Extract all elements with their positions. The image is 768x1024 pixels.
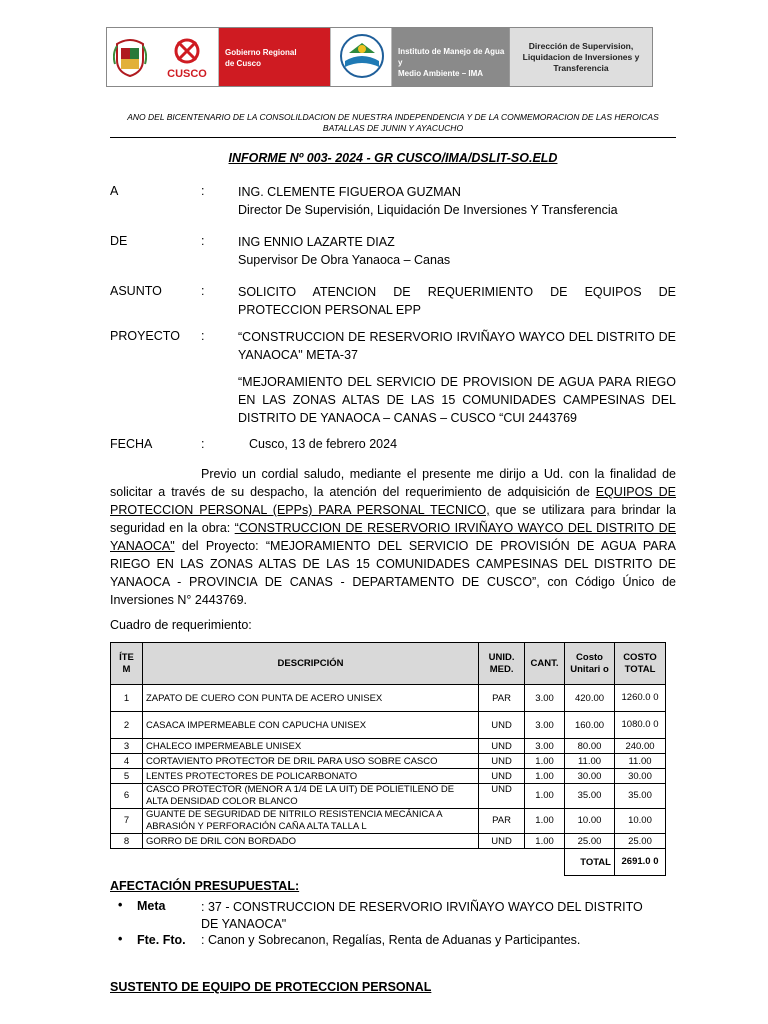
table-total-row [111, 849, 666, 876]
table-row [111, 784, 666, 809]
body-paragraph [110, 465, 676, 609]
paragraph-1 [110, 465, 676, 609]
cell-ct: 35.00 [614, 784, 665, 809]
p1-underline-epp: EQUIPOS DE PROTECCION PERSONAL (EPPs) PARA PERSONAL TECNICO, [110, 485, 677, 517]
cell-unid: UND [479, 784, 525, 809]
cell-cant: 1.00 [525, 834, 565, 849]
cell-cant: 1.00 [525, 809, 565, 834]
cell-ct: 25.00 [614, 834, 665, 849]
table-row [111, 769, 666, 784]
cell-cu: 11.00 [565, 754, 615, 769]
cell-desc: CASACA IMPERMEABLE CON CAPUCHA UNISEX [142, 712, 478, 739]
cell-unid: UND [479, 769, 525, 784]
p1-part-a: Previo un cordial saludo, mediante el presente me dirijo a Ud. con la finalidad de solicitar a través de su despacho, la atención del requerimiento de adquisición de [110, 467, 676, 499]
header-costo-total: COSTO TOTAL [614, 643, 665, 685]
direccion-panel [509, 28, 652, 86]
cell-item: 6 [111, 784, 143, 809]
de-name: ING ENNIO LAZARTE DIAZ [238, 235, 395, 249]
dir-line1: Dirección de Supervision, [528, 41, 634, 51]
cell-desc: ZAPATO DE CUERO CON PUNTA DE ACERO UNISEX [142, 685, 478, 712]
cell-cu: 25.00 [565, 834, 615, 849]
de-label: DE [110, 234, 128, 248]
total-label: TOTAL [565, 849, 615, 876]
header-costo-unitario: Costo Unitari o [565, 643, 615, 685]
cell-ct: 1260.0 0 [614, 685, 665, 712]
fecha-label: FECHA [110, 437, 153, 451]
header-unid: UNID. MED. [479, 643, 525, 685]
meta-value: : 37 - CONSTRUCCION DE RESERVORIO IRVIÑAYO WAYCO DEL DISTRITO DE YANAOCA" [201, 900, 643, 931]
asunto-value: SOLICITO ATENCION DE REQUERIMIENTO DE EQUIPOS DE PROTECCION PERSONAL EPP [238, 285, 676, 317]
a-name: ING. CLEMENTE FIGUEROA GUZMAN [238, 185, 461, 199]
a-colon: : [201, 184, 205, 198]
cell-cu: 30.00 [565, 769, 615, 784]
de-role: Supervisor De Obra Yanaoca – Canas [238, 253, 451, 267]
de-colon: : [201, 234, 205, 248]
cell-item: 4 [111, 754, 143, 769]
cuadro-label: Cuadro de requerimiento: [110, 618, 252, 632]
sustento-title: SUSTENTO DE EQUIPO DE PROTECCION PERSONAL [110, 980, 432, 994]
year-motto: ANO DEL BICENTENARIO DE LA CONSOLILDACION DE NUESTRA INDEPENDENCIA Y DE LA CONMEMORACION DE LAS HEROICAS BATALLAS DE JUNIN Y AYACUCHO [127, 112, 659, 133]
p1-underline-obra: “CONSTRUCCION DE RESERVORIO IRVIÑAYO WAYCO DEL DISTRITO DE YANAOCA" [110, 521, 677, 553]
cell-unid: UND [479, 754, 525, 769]
fte-value: : Canon y Sobrecanon, Regalías, Renta de Aduanas y Participantes. [201, 933, 581, 947]
cell-unid: UND [479, 834, 525, 849]
header-item: ÍTE M [111, 643, 143, 685]
cusco-logo-text: CUSCO [167, 68, 207, 80]
gob-line2: de Cusco [225, 59, 262, 68]
logos-panel [107, 28, 219, 86]
ima-line2: Medio Ambiente – IMA [398, 69, 484, 78]
table-row [111, 834, 666, 849]
afectacion-title: AFECTACIÓN PRESUPUESTAL: [110, 879, 300, 893]
table-row [111, 809, 666, 834]
document-title: INFORME Nº 003- 2024 - GR CUSCO/IMA/DSLIT-SO.ELD [228, 151, 558, 165]
fecha-value: Cusco, 13 de febrero 2024 [249, 437, 398, 451]
cell-ct: 11.00 [614, 754, 665, 769]
table-row [111, 685, 666, 712]
cell-unid: UND [479, 739, 525, 754]
meta-label: Meta [137, 899, 166, 913]
cell-item: 1 [111, 685, 143, 712]
cusco-logo [161, 34, 213, 80]
cell-cant: 3.00 [525, 712, 565, 739]
bullet-icon: • [118, 932, 123, 946]
table-row [111, 712, 666, 739]
cell-desc: CHALECO IMPERMEABLE UNISEX [142, 739, 478, 754]
cell-item: 2 [111, 712, 143, 739]
cell-item: 8 [111, 834, 143, 849]
proyecto-colon: : [201, 329, 205, 343]
p1-part-b: que se utilizara para brindar la seguridad en la obra: [110, 503, 676, 535]
a-label: A [110, 184, 119, 198]
cell-desc: GORRO DE DRIL CON BORDADO [142, 834, 478, 849]
header-banner [106, 27, 653, 87]
cell-cu: 160.00 [565, 712, 615, 739]
cell-item: 5 [111, 769, 143, 784]
header-cant: CANT. [525, 643, 565, 685]
gob-line1: Gobierno Regional [225, 48, 297, 57]
cell-desc: GUANTE DE SEGURIDAD DE NITRILO RESISTENCIA MECÁNICA A ABRASIÓN Y PERFORACIÓN CAÑA ALTA TALLA L [142, 809, 478, 834]
fte-label: Fte. Fto. [137, 933, 186, 947]
asunto-colon: : [201, 284, 205, 298]
cell-cu: 420.00 [565, 685, 615, 712]
cell-desc: CORTAVIENTO PROTECTOR DE DRIL PARA USO SOBRE CASCO [142, 754, 478, 769]
a-role: Director De Supervisión, Liquidación De Inversiones Y Transferencia [238, 203, 618, 217]
cell-cant: 1.00 [525, 754, 565, 769]
proyecto-value-2: “MEJORAMIENTO DEL SERVICIO DE PROVISION DE AGUA PARA RIEGO EN LAS ZONAS ALTAS DE LAS 15 COMUNIDADES CAMPESINAS DEL DISTRITO DE YANAOCA – CANAS – CUSCO “CUI 2443769 [238, 375, 676, 425]
ima-logo-panel [330, 28, 392, 86]
cell-unid: PAR [479, 809, 525, 834]
requirements-table [110, 642, 666, 876]
a-value [238, 183, 676, 219]
total-value: 2691.0 0 [614, 849, 665, 876]
p1-part-c: del Proyecto: “MEJORAMIENTO DEL SERVICIO DE PROVISIÓN DE AGUA PARA RIEGO EN LAS ZONAS ALTAS DE LAS 15 COMUNIDADES CAMPESINAS DEL DISTRITO DE YANAOCA - PROVINCIA DE CANAS - DEPARTAMENTO DE CUSCO”, con Código Único de Inversiones N° 2443769. [110, 539, 676, 607]
fecha-colon: : [201, 437, 205, 451]
asunto-label: ASUNTO [110, 284, 162, 298]
dir-line3: Transferencia [553, 63, 609, 73]
table-header-row [111, 643, 666, 685]
proyecto-label: PROYECTO [110, 329, 180, 343]
gobierno-regional-panel [219, 28, 330, 86]
header-desc: DESCRIPCIÓN [142, 643, 478, 685]
cell-ct: 240.00 [614, 739, 665, 754]
ima-line1: Instituto de Manejo de Agua y [398, 47, 505, 67]
proyecto-value-1: “CONSTRUCCION DE RESERVORIO IRVIÑAYO WAYCO DEL DISTRITO DE YANAOCA" META-37 [238, 330, 676, 362]
table-row [111, 739, 666, 754]
cell-item: 7 [111, 809, 143, 834]
cell-ct: 30.00 [614, 769, 665, 784]
peru-shield-logo [113, 34, 147, 78]
ima-logo [339, 33, 385, 79]
ima-panel [392, 28, 509, 86]
cell-cu: 10.00 [565, 809, 615, 834]
header-rule [110, 137, 676, 138]
table-row [111, 754, 666, 769]
cell-unid: UND [479, 712, 525, 739]
cell-item: 3 [111, 739, 143, 754]
dir-line2: Liquidacion de Inversiones y [522, 52, 640, 62]
cell-cant: 1.00 [525, 769, 565, 784]
de-value [238, 233, 676, 269]
cell-desc: CASCO PROTECTOR (MENOR A 1/4 DE LA UIT) DE POLIETILENO DE ALTA DENSIDAD COLOR BLANCO [142, 784, 478, 809]
cell-cu: 35.00 [565, 784, 615, 809]
bullet-icon: • [118, 898, 123, 912]
cell-unid: PAR [479, 685, 525, 712]
cell-ct: 1080.0 0 [614, 712, 665, 739]
cell-ct: 10.00 [614, 809, 665, 834]
cell-cant: 3.00 [525, 739, 565, 754]
cell-desc: LENTES PROTECTORES DE POLICARBONATO [142, 769, 478, 784]
cell-cant: 3.00 [525, 685, 565, 712]
cell-cant: 1.00 [525, 784, 565, 809]
cell-cu: 80.00 [565, 739, 615, 754]
